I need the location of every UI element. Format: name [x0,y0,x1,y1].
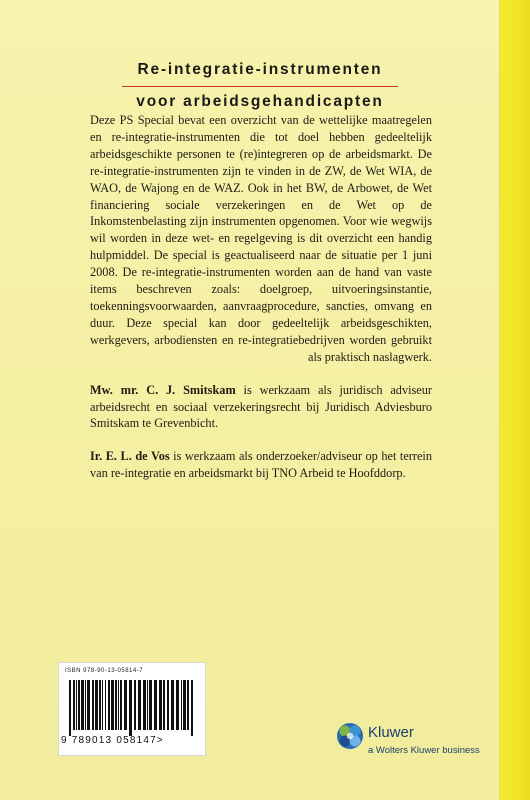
author-paragraph-1 [90,382,432,433]
ean-digits [61,735,203,746]
ean-end-mark: > [156,735,164,746]
title-block [122,60,398,112]
yellow-spine-strip [499,0,530,800]
title-divider [122,86,398,87]
author-name-1: Mw. mr. C. J. Smitskam [90,382,236,397]
kluwer-logo [336,722,496,766]
ean-right-group: 058147 [116,735,157,746]
isbn-text: ISBN 978-90-13-05814-7 [65,668,144,674]
blurb-column [90,112,432,498]
ean-first-digit: 9 [61,735,68,746]
title-line-1: Re-integratie-instrumenten [137,61,383,78]
title-line-2: voor arbeidsgehandicapten [136,93,384,110]
publisher-name: Kluwer [368,724,414,741]
publisher-tagline: a Wolters Kluwer business [368,745,480,756]
barcode-icon [67,680,197,736]
description-paragraph: Deze PS Special bevat een overzicht van de wettelijke maatregelen en re-integratie-instrumenten die tot doel hebben gedeeltelijk arbeidsgeschikte personen te (re)integreren op de arbeidsmarkt. De re-integratie-instrumenten zijn te vinden in de ZW, de Wet WIA, de WAO, de Wajong en de WAZ. Ook in het BW, de Arbowet, de Wet financiering sociale verzekeringen en de Wet op de Inkomstenbelasting zijn instrumenten opgenomen. Voor wie wegwijs wil worden in deze wet- en regelgeving is dit overzicht een handig hulpmiddel. De special is geactualiseerd naar de situatie per 1 juni 2008. De re-integratie-instrumenten worden aan de hand van vaste items beschreven zoals: doelgroep, uitvoeringsinstantie, toekenningsvoorwaarden, aanvraagprocedure, sancties, omvang en duur. Deze special kan door gedeeltelijk arbeidsgeschikten, werkgevers, arbodiensten en re-integratiebedrijven worden gebruikt als praktisch naslagwerk. [90,113,432,364]
author-bio-2: is werkzaam als onderzoeker/adviseur op het terrein van re-integratie en arbeidsmarkt bij TNO Arbeid te Hoofddorp. [90,449,432,481]
kluwer-globe-icon [336,722,364,750]
author-bio-1: is werkzaam als juridisch adviseur arbeidsrecht en sociaal verzekeringsrecht bij Juridisch Adviesburo Smitskam te Grevenbicht. [90,382,432,431]
author-paragraph-2 [90,448,432,482]
isbn-barcode-label [58,662,206,756]
author-name-2: Ir. E. L. de Vos [90,449,170,464]
ean-left-group: 789013 [71,735,113,746]
